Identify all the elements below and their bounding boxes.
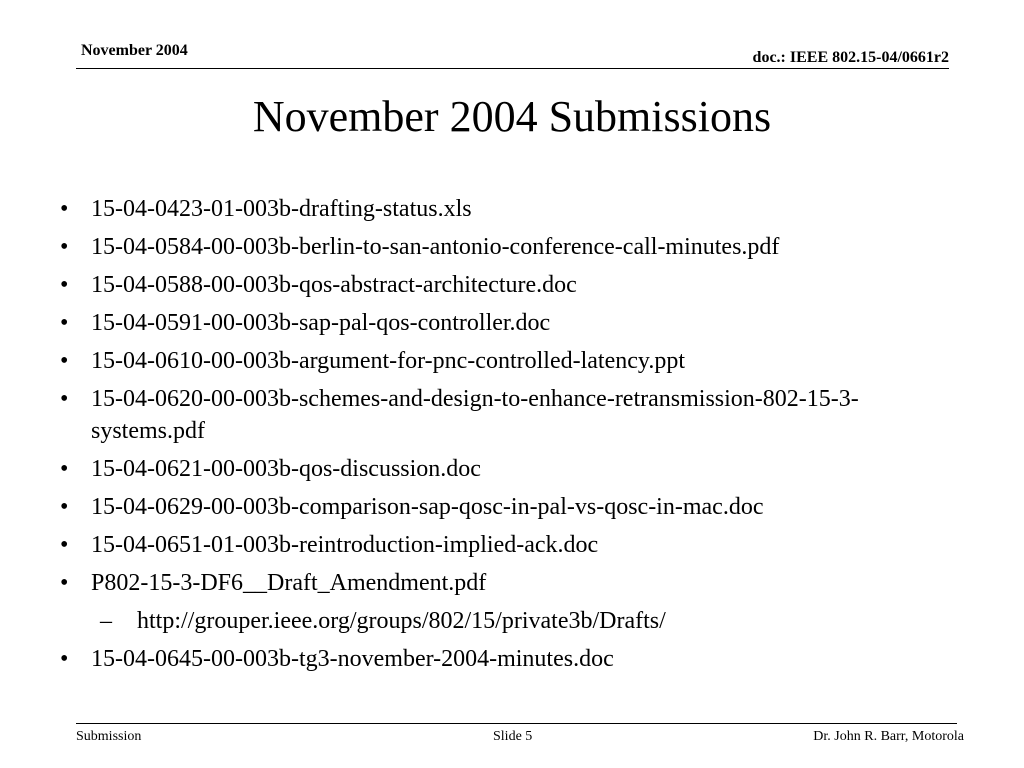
header-date: November 2004 (81, 42, 188, 59)
list-item-text: 15-04-0651-01-003b-reintroduction-implied-ack.doc (91, 532, 599, 558)
list-item (60, 345, 960, 377)
list-item (60, 383, 960, 447)
list-item (60, 529, 960, 561)
list-item (60, 643, 960, 675)
bullet-marker: • (60, 196, 69, 222)
list-item (60, 453, 960, 485)
bullet-marker: • (60, 456, 69, 482)
list-item (60, 307, 960, 339)
list-item-text: P802-15-3-DF6__Draft_Amendment.pdf (91, 570, 487, 596)
footer-divider (76, 723, 957, 724)
list-item-text: 15-04-0584-00-003b-berlin-to-san-antonio-conference-call-minutes.pdf (91, 234, 780, 260)
bullet-marker: • (60, 532, 69, 558)
bullet-marker: • (60, 234, 69, 260)
list-item (60, 567, 960, 599)
bullet-marker: • (60, 310, 69, 336)
list-item (60, 231, 960, 263)
footer-author: Dr. John R. Barr, Motorola (813, 729, 964, 744)
slide-title: November 2004 Submissions (252, 92, 772, 141)
list-item (60, 193, 960, 225)
list-item-text: 15-04-0610-00-003b-argument-for-pnc-controlled-latency.ppt (91, 348, 685, 374)
list-item-text: 15-04-0588-00-003b-qos-abstract-architecture.doc (91, 272, 577, 298)
list-item (60, 269, 960, 301)
list-item-text: 15-04-0645-00-003b-tg3-november-2004-minutes.doc (91, 646, 614, 672)
list-item-text: 15-04-0620-00-003b-schemes-and-design-to-enhance-retransmission-802-15-3-systems.pdf (91, 386, 859, 444)
bullet-marker: • (60, 386, 69, 412)
sub-item-text: http://grouper.ieee.org/groups/802/15/private3b/Drafts/ (137, 608, 666, 634)
footer-slide-number: Slide 5 (493, 729, 533, 744)
bullet-marker: • (60, 646, 69, 672)
bullet-marker: • (60, 348, 69, 374)
submission-list (60, 193, 960, 681)
sub-list-item (60, 605, 960, 637)
footer-submission: Submission (76, 729, 142, 744)
bullet-marker: • (60, 570, 69, 596)
bullet-marker: • (60, 494, 69, 520)
header-divider (76, 68, 949, 69)
list-item-text: 15-04-0423-01-003b-drafting-status.xls (91, 196, 472, 222)
header-doc-id: doc.: IEEE 802.15-04/0661r2 (752, 49, 949, 66)
list-item (60, 491, 960, 523)
bullet-marker: • (60, 272, 69, 298)
dash-marker: – (100, 608, 112, 634)
list-item-text: 15-04-0621-00-003b-qos-discussion.doc (91, 456, 481, 482)
list-item-text: 15-04-0629-00-003b-comparison-sap-qosc-in-pal-vs-qosc-in-mac.doc (91, 494, 764, 520)
list-item-text: 15-04-0591-00-003b-sap-pal-qos-controller.doc (91, 310, 551, 336)
